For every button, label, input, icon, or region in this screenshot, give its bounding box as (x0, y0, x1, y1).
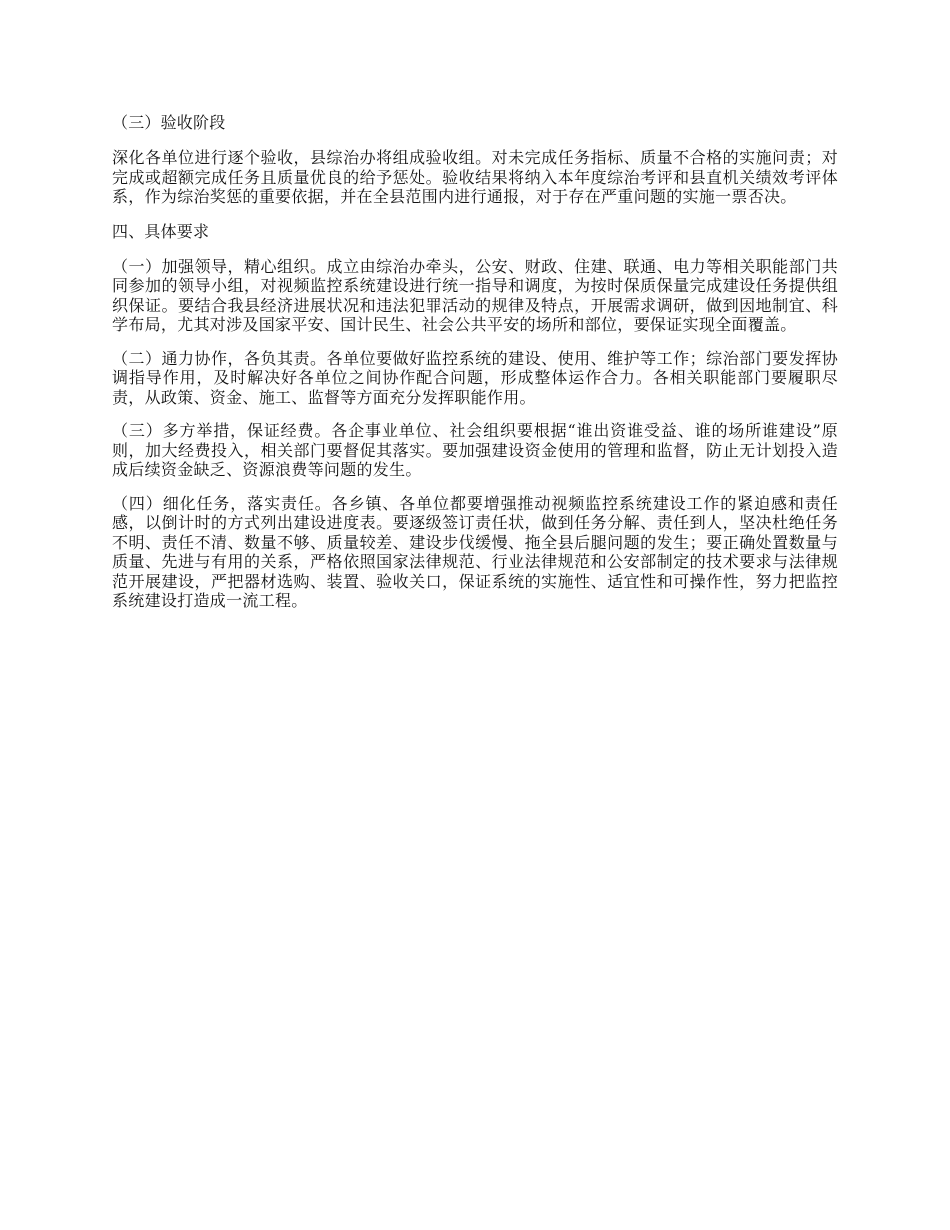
paragraph-funding: （三）多方举措，保证经费。各企事业单位、社会组织要根据“谁出资谁受益、谁的场所谁建设”原则，加大经费投入，相关部门要督促其落实。要加强建设资金使用的管理和监督，防止无计划投入造成后续资金缺乏、资源浪费等问题的发生。 (112, 421, 838, 479)
paragraph-acceptance: 深化各单位进行逐个验收，县综治办将组成验收组。对未完成任务指标、质量不合格的实施问责；对完成或超额完成任务且质量优良的给予惩处。验收结果将纳入本年度综治考评和县直机关绩效考评体系，作为综治奖惩的重要依据，并在全县范围内进行通报，对于存在严重问题的实施一票否决。 (112, 148, 838, 206)
paragraph-cooperation: （二）通力协作，各负其责。各单位要做好监控系统的建设、使用、维护等工作；综治部门要发挥协调指导作用，及时解决好各单位之间协作配合问题，形成整体运作合力。各相关职能部门要履职尽责，从政策、资金、施工、监督等方面充分发挥职能作用。 (112, 348, 838, 407)
section-heading-specific-requirements: 四、具体要求 (112, 221, 210, 241)
paragraph-responsibility: （四）细化任务，落实责任。各乡镇、各单位都要增强推动视频监控系统建设工作的紧迫感和责任感，以倒计时的方式列出建设进度表。要逐级签订责任状，做到任务分解、责任到人，坚决杜绝任务不明、责任不清、数量不够、质量较差、建设步伐缓慢、拖全县后腿问题的发生；要正确处置数量与质量、先进与有用的关系，严格依照国家法律规范、行业法律规范和公安部制定的技术要求与法律规范开展建设，严把器材选购、装置、验收关口，保证系统的实施性、适宜性和可操作性，努力把监控系统建设打造成一流工程。 (112, 493, 838, 610)
section-heading-acceptance-stage: （三）验收阶段 (112, 113, 226, 132)
paragraph-leadership: （一）加强领导，精心组织。成立由综治办牵头，公安、财政、住建、联通、电力等相关职能部门共同参加的领导小组，对视频监控系统建设进行统一指导和调度，为按时保质保量完成建设任务提供组织保证。要结合我县经济进展状况和违法犯罪活动的规律及特点，开展需求调研，做到因地制宜、科学布局，尤其对涉及国家平安、国计民生、社会公共平安的场所和部位，要保证实现全面覆盖。 (112, 256, 838, 334)
